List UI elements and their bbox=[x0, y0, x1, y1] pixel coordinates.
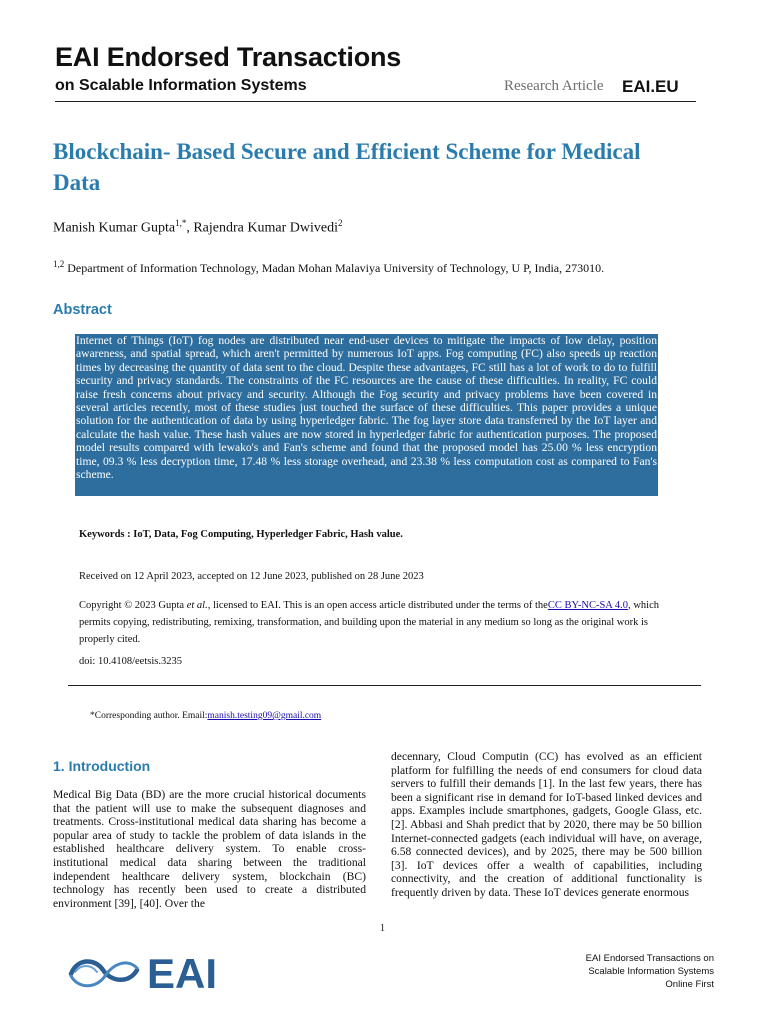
author-affiliation-marker: 2 bbox=[337, 218, 343, 228]
journal-title: EAI Endorsed Transactions bbox=[55, 42, 402, 72]
logo-text: EAI bbox=[147, 950, 218, 992]
publication-dates: Received on 12 April 2023, accepted on 12 June 2023, published on 28 June 2023 bbox=[79, 571, 424, 582]
author-list bbox=[53, 218, 342, 237]
footer-line: Online First bbox=[665, 979, 714, 990]
copyright-notice bbox=[79, 597, 669, 648]
copyright-etal: et al. bbox=[186, 600, 208, 611]
author-affiliation-marker: 1,* bbox=[175, 218, 187, 228]
brand-label: EAI.EU bbox=[622, 77, 679, 96]
keywords: Keywords : IoT, Data, Fog Computing, Hyperledger Fabric, Hash value. bbox=[79, 529, 403, 540]
corresponding-author bbox=[90, 711, 321, 721]
section-divider bbox=[68, 685, 701, 686]
footer-line: Scalable Information Systems bbox=[588, 966, 714, 977]
body-column-right: decennary, Cloud Computin (CC) has evolved as an efficient platform for fulfilling the needs of end consumers for cloud data servers to fulfill their demands [1]. In the last few years, there has been a significant rise in demand for IoT-based linked devices and apps. Examples include smartphones, gadgets, Google Glass, etc. [2]. Abbasi and Shah predict that by 2020, there may be 50 billion Internet-connected gadgets (each individual will have, on average, 6.58 connected devices), and by 2025, there may be 500 billion [3]. IoT devices offer a wealth of capabilities, including connectivity, and the creation of additional functionality is frequently driven by data. These IoT devices generate enormous bbox=[391, 750, 702, 899]
journal-subtitle: on Scalable Information Systems bbox=[55, 77, 307, 94]
body-column-left: Medical Big Data (BD) are the more crucial historical documents that the patient will use to make the subsequent diagnoses and treatments. Cross-institutional medical data sharing has become a popular area of study to tackle the problem of data islands in the established healthcare delivery system. To enable cross-institutional medical data sharing between the traditional independent healthcare delivery system, blockchain (BC) technology has recently been used to create a distributed environment [39], [40]. Over the bbox=[53, 788, 366, 910]
infinity-logo-icon bbox=[65, 950, 225, 992]
eai-logo bbox=[65, 950, 225, 992]
copyright-prefix: Copyright © 2023 Gupta bbox=[79, 600, 187, 611]
affiliation-text: Department of Information Technology, Madan Mohan Malaviya University of Technology, U P, India, 273010. bbox=[64, 261, 605, 275]
affiliation bbox=[53, 259, 604, 276]
author-name: Manish Kumar Gupta bbox=[53, 220, 176, 236]
author-separator: , bbox=[186, 220, 194, 236]
article-title: Blockchain- Based Secure and Efficient Scheme for Medical Data bbox=[53, 139, 641, 195]
corresponding-label: *Corresponding author. Email: bbox=[90, 711, 208, 721]
affiliation-marker: 1,2 bbox=[53, 259, 65, 269]
abstract-heading: Abstract bbox=[53, 302, 112, 318]
introduction-heading: 1. Introduction bbox=[53, 758, 151, 774]
page-number: 1 bbox=[380, 923, 385, 934]
license-link[interactable]: CC BY-NC-SA 4.0 bbox=[547, 600, 629, 611]
author-name: Rajendra Kumar Dwivedi bbox=[193, 220, 338, 236]
copyright-middle: , licensed to EAI. This is an open access article distributed under the terms of the bbox=[207, 600, 548, 611]
footer-line: EAI Endorsed Transactions on bbox=[585, 953, 714, 964]
header-divider bbox=[55, 101, 696, 102]
doi: doi: 10.4108/eetsis.3235 bbox=[79, 656, 182, 667]
email-link[interactable]: manish.testing09@gmail.com bbox=[207, 711, 322, 721]
abstract-text: Internet of Things (IoT) fog nodes are distributed near end-user devices to mitigate the impacts of low delay, position awareness, and spatial spread, which aren't permitted by numerous IoT apps. Fog computing (FC) also speeds up reaction times by decreasing the quantity of data sent to the cloud. Despite these advantages, FC still has a lot of work to do to fulfill security and privacy standards. The constraints of the FC resources are the cause of these difficulties. In reality, FC could raise fresh concerns about privacy and security. Although the Fog security and privacy problems have been covered in several articles recently, most of these studies just touched the surface of these difficulties. This paper provides a unique solution for the authentication of data by using hyperledger fabric. The fog layer store data transferred by the IoT layer and calculate the hash value. These hash values are now stored in hyperledger fabric for authentication purposes. The proposed model results compared with lewako's and Fan's scheme and found that the proposed model has 25.00 % less encryption time, 09.3 % less decryption time, 17.48 % less storage overhead, and 23.38 % less computation cost as compared to Fan's scheme. bbox=[76, 334, 657, 482]
copyright-suffix: , which permits copying, redistributing, remixing, transformation, and building upon the material in any medium so long as the original work is properly cited. bbox=[79, 600, 659, 645]
article-type-label: Research Article bbox=[504, 78, 604, 94]
footer-journal-info bbox=[520, 952, 714, 991]
